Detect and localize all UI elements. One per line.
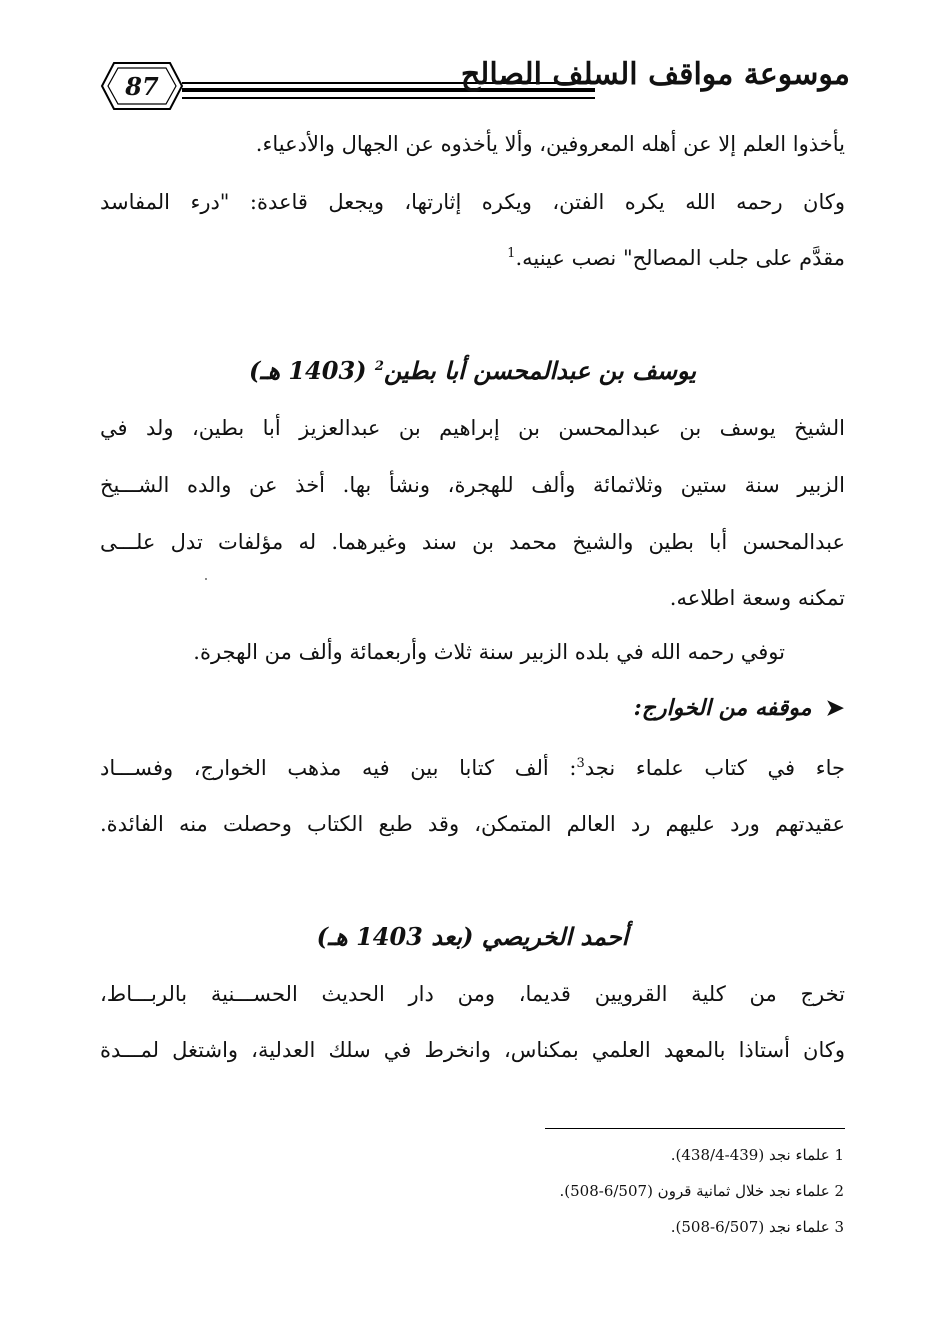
paragraph-line: وكان رحمه الله يكره الفتن، ويكره إثارتها، ويجعل قاعدة: "درء المفاسد bbox=[100, 190, 845, 214]
paragraph-text: مقدَّم على جلب المصالح" نصب عينيه. bbox=[515, 246, 845, 270]
page-header bbox=[100, 55, 850, 125]
paragraph-line: عبدالمحسن أبا بطين والشيخ محمد بن سند وغيرهما. له مؤلفات تدل علـــى bbox=[100, 530, 845, 554]
footnote: 3 علماء نجد (6/507-508). bbox=[670, 1218, 844, 1236]
scan-speck bbox=[205, 578, 207, 580]
footnote-ref: 2 bbox=[374, 359, 384, 374]
page-number: 87 bbox=[125, 71, 159, 101]
paragraph-line: الزبير سنة ستين وثلاثمائة وألف للهجرة، ونشأ بها. أخذ عن والده الشـــيخ bbox=[100, 473, 845, 497]
footnote: 2 علماء نجد خلال ثمانية قرون (6/507-508). bbox=[559, 1182, 844, 1200]
footnote-ref: 3 bbox=[576, 756, 585, 771]
paragraph-line: عقيدتهم ورد عليهم رد العالم المتمكن، وقد طبع الكتاب وحصلت منه الفائدة. bbox=[100, 812, 845, 836]
sub-heading-text: موقفه من الخوارج: bbox=[633, 695, 812, 721]
heading-date: (1403 هـ) bbox=[248, 356, 367, 385]
paragraph-text: جاء في كتاب علماء نجد bbox=[584, 756, 845, 780]
header-rule bbox=[182, 97, 595, 99]
footnote: 1 علماء نجد (439-438/4). bbox=[670, 1146, 844, 1164]
paragraph-line: تمكنه وسعة اطلاعه. bbox=[669, 586, 845, 610]
series-title: موسوعة مواقف السلف الصالح bbox=[460, 57, 850, 92]
paragraph-line: الشيخ يوسف بن عبدالمحسن بن إبراهيم بن عبدالعزيز أبا بطين، ولد في bbox=[100, 416, 845, 440]
section-heading bbox=[100, 356, 845, 385]
heading-name: يوسف بن عبدالمحسن أبا بطين bbox=[383, 356, 697, 385]
paragraph-line: توفي رحمه الله في بلده الزبير سنة ثلاث وأربعمائة وألف من الهجرة. bbox=[193, 640, 785, 664]
paragraph-line: يأخذوا العلم إلا عن أهله المعروفين، وألا يأخذوه عن الجهال والأدعياء. bbox=[255, 132, 845, 156]
paragraph-line bbox=[100, 246, 845, 270]
paragraph-line: وكان أستاذا بالمعهد العلمي بمكناس، وانخرط في سلك العدلية، واشتغل لمـــدة bbox=[100, 1038, 845, 1062]
section-heading: أحمد الخريصي (بعد 1403 هـ) bbox=[316, 922, 629, 951]
footnote-separator bbox=[545, 1128, 845, 1129]
page-number-badge bbox=[100, 61, 184, 111]
arrowhead-icon: ➤ bbox=[825, 695, 844, 721]
paragraph-text: : ألف كتابا بين فيه مذهب الخوارج، وفســـاد bbox=[100, 756, 577, 780]
footnote-ref: 1 bbox=[507, 246, 516, 261]
paragraph-line bbox=[100, 756, 845, 780]
sub-heading bbox=[634, 695, 844, 721]
paragraph-line: تخرج من كلية القرويين قديما، ومن دار الحديث الحســـنية بالربـــاط، bbox=[100, 982, 845, 1006]
